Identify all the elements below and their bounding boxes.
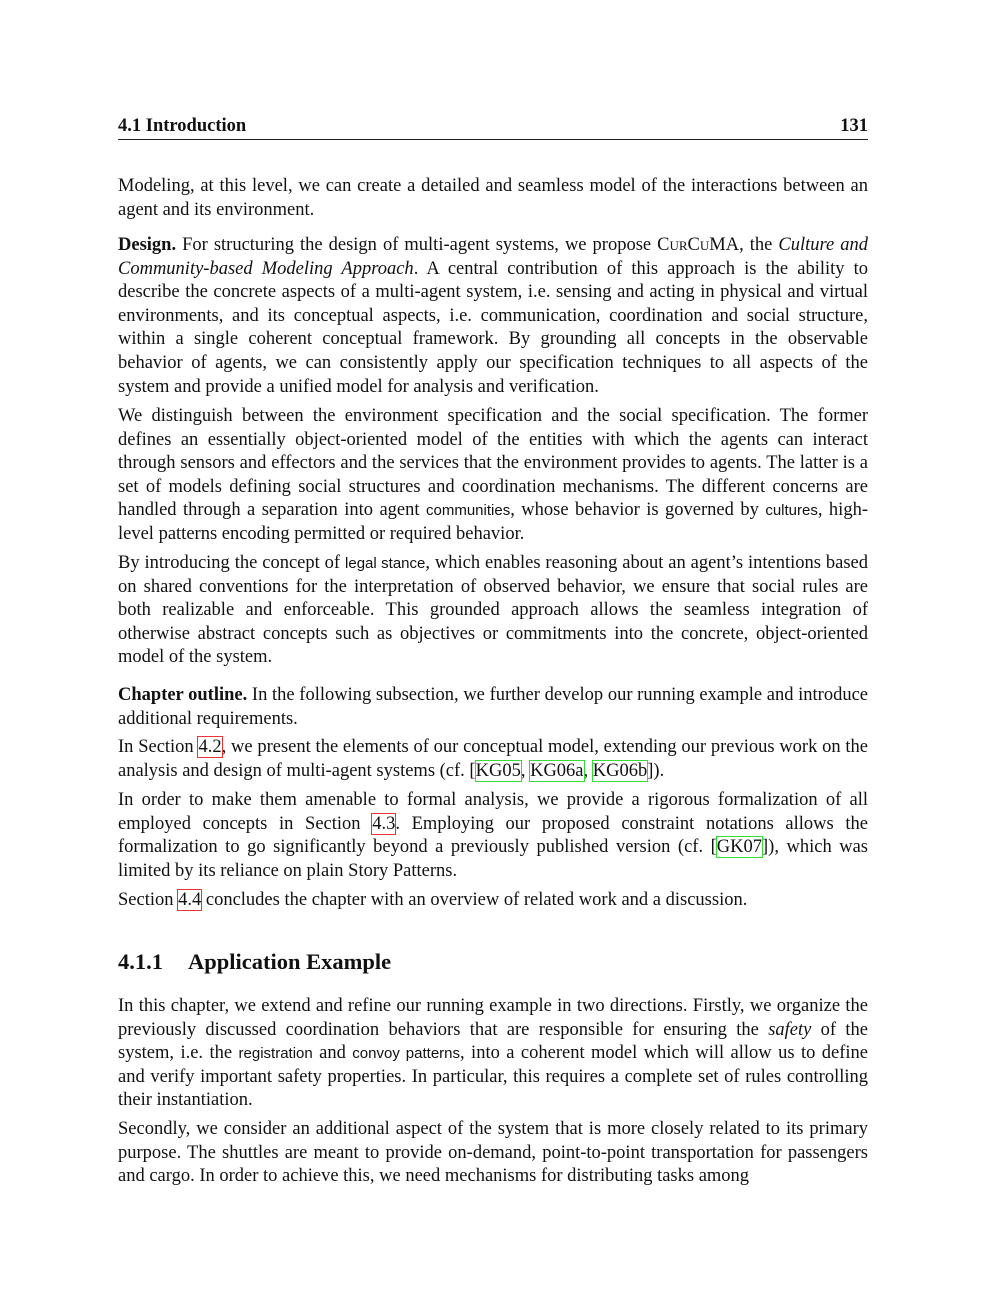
run-in-heading: Design. [118, 235, 177, 255]
run-in-heading: Chapter outline. [118, 685, 248, 705]
approach-name: CurCuMA [657, 235, 740, 255]
paragraph-outline [118, 684, 868, 731]
term: convoy patterns [352, 1045, 460, 1063]
text: In Section [118, 737, 199, 757]
text: concludes the chapter with an overview of related work and a discussion. [201, 890, 748, 910]
citation-link[interactable]: KG05 [475, 760, 521, 781]
section-link[interactable]: 4.2 [198, 737, 222, 757]
text: , whose behavior is governed by [510, 500, 766, 521]
paragraph [118, 995, 868, 1113]
text: Section [118, 890, 179, 910]
text: ]). [647, 760, 665, 781]
section-link[interactable]: 4.3 [372, 813, 396, 834]
text: We distinguish between the environment specification and the social specification. The former defines an essentially object-oriented model of the entities with which the agents can interact through sensors and effectors and the services that the environment provides to agents. The latter is a set of models defining social structures and coordination mechanisms. The different concerns are handled through a separation into agent [118, 406, 868, 521]
text: . A central contribution of this approach is the ability to describe the concrete aspects of a multi-agent system, i.e. sensing and acting in physical and virtual environments, and its conceptual aspects, i.e. communication, coordination and social structure, within a single coherent conceptual framework. By grounding all concepts in the observable behavior of agents, we can consistently apply our specification techniques to all aspects of the system and provide a unified model for analysis and verification. [118, 258, 869, 397]
term: communities [426, 502, 511, 520]
paragraph [118, 789, 868, 883]
paragraph-design [118, 234, 868, 399]
heading-number: 4.1.1 [118, 949, 163, 974]
paragraph [118, 889, 868, 913]
text: . Employing our proposed constraint notations allows the formalization to go significantly beyond a previously published version (cf. [ [118, 813, 868, 858]
text: , into a coherent model which will allow us to define and verify important safety properties. In particular, this requires a complete set of rules controlling their instantiation. [118, 1043, 868, 1111]
text: , we present the elements of our conceptual model, extending our previous work on the analysis and design of multi-agent systems (cf. [ [118, 737, 868, 781]
text: For structuring the design of multi-agent systems, we propose [176, 235, 658, 255]
text: ]), which was limited by its reliance on plain Story Patterns. [118, 837, 868, 881]
paragraph [118, 405, 868, 547]
text: , which enables reasoning about an agent’s intentions based on shared conventions for the interpretation of observed behavior, we ensure that social rules are both realizable and enforceable. This grounded approach allows the seamless integration of otherwise abstract concepts such as objectives or commitments into the concrete, object-oriented model of the system. [118, 553, 869, 668]
citation-link[interactable]: KG06a [530, 760, 584, 781]
text: By introducing the concept of [118, 553, 346, 573]
text: In the following subsection, we further develop our running example and introduce additional requirements. [118, 685, 869, 729]
heading-title: Application Example [188, 949, 392, 974]
citation-link[interactable]: KG06b [592, 760, 648, 781]
text: and [312, 1043, 353, 1064]
paragraph: Modeling, at this level, we can create a detailed and seamless model of the interactions between an agent and its environment. [118, 176, 868, 220]
emphasis: Culture and Community-based Modeling Approach [118, 235, 868, 279]
text: In this chapter, we extend and refine our running example in two directions. Firstly, we organize the previously discussed coordination behaviors that are responsible for ensuring the [118, 996, 868, 1040]
paragraph: In Section 4.2, we present the elements of our conceptual model, extending our previous work on the analysis and design of multi-agent systems (cf. [KG05, KG06a, KG06b]). [118, 737, 868, 781]
paragraph [118, 552, 868, 670]
text: of the system, i.e. the [118, 1019, 869, 1064]
emphasis: safety [768, 1019, 812, 1040]
text: In order to make them amenable to formal analysis, we provide a rigorous formalization of all employed concepts in Section [118, 790, 868, 834]
term: registration [238, 1045, 313, 1063]
citation-link[interactable]: GK07 [716, 837, 763, 858]
term: legal stance [345, 555, 426, 572]
section-title: 4.1 Introduction [118, 116, 247, 136]
section-link[interactable]: 4.4 [178, 890, 202, 910]
paragraph: Secondly, we consider an additional aspect of the system that is more closely related to its primary purpose. The shuttles are meant to provide on-demand, point-to-point transportation for passengers and cargo. In order to achieve this, we need mechanisms for distributing tasks among [118, 1119, 868, 1187]
page-number: 131 [840, 116, 868, 136]
subsection-heading [118, 949, 391, 975]
text: , high-level patterns encoding permitted or required behavior. [118, 500, 868, 544]
term: cultures [765, 502, 818, 520]
running-header [118, 116, 868, 140]
text: , the [739, 235, 779, 255]
